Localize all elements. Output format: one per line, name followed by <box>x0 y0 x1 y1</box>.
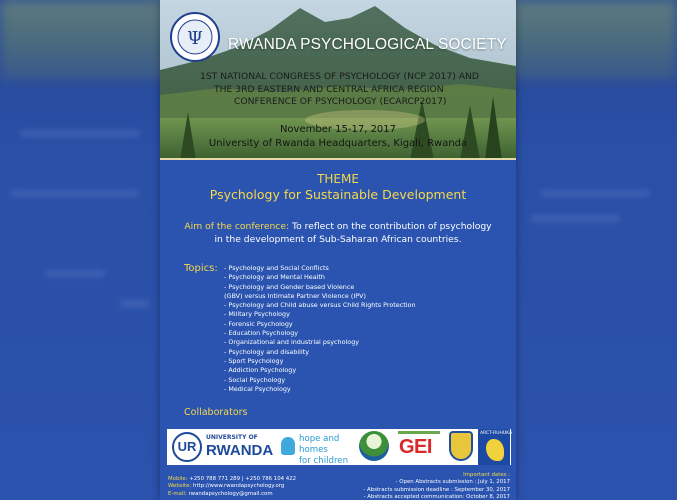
arct-text: ARCT-RUHUKA <box>480 431 513 436</box>
topics-list <box>224 264 514 394</box>
congress-line: 1ST NATIONAL CONGRESS OF PSYCHOLOGY (NCP 2017) AND <box>200 71 479 82</box>
backdrop-blur-line <box>540 190 650 197</box>
mobile-label: Mobile: <box>168 476 188 482</box>
topic-item: - Sport Psychology <box>224 356 284 365</box>
website-value: http://www.rwandapsychology.org <box>193 483 285 490</box>
topic-item: - Military Psychology <box>224 310 290 319</box>
gei-logo <box>395 429 441 465</box>
backdrop-blur-line <box>120 300 150 307</box>
ur-mark: UR <box>172 432 202 462</box>
email-label: E-mail: <box>168 490 187 497</box>
hope-line2: for children <box>299 456 349 466</box>
topic-item: - Addiction Psychology <box>224 366 297 375</box>
topic-item: - Psychology and Social Conflicts <box>224 264 329 272</box>
topic-item: - Forensic Psychology <box>224 319 293 328</box>
aim-text-line1: To reflect on the contribution of psychology <box>292 221 492 232</box>
society-seal-logo <box>170 12 220 62</box>
backdrop-blur-line <box>530 215 620 222</box>
hope-and-homes-logo <box>279 429 351 465</box>
conference-aim <box>160 221 516 246</box>
event-dates <box>160 123 516 151</box>
topic-item: - Psychology and Gender based Violence <box>224 282 355 291</box>
ur-line1: UNIVERSITY OF <box>206 434 258 441</box>
backdrop-blur-line <box>20 130 140 137</box>
conference-poster <box>160 0 516 500</box>
congress-title <box>200 71 500 109</box>
collaborator-logos <box>167 429 511 465</box>
aim-label: Aim of the conference: <box>184 221 290 232</box>
backdrop-blur-line <box>10 190 140 197</box>
crest-icon <box>449 431 473 461</box>
topic-item: - Psychology and Child abuse versus Child Rights Protection <box>224 301 416 310</box>
ur-line2: RWANDA <box>206 442 274 459</box>
event-date: November 15-17, 2017 <box>279 124 397 135</box>
topic-item: - Organizational and industrial psychology <box>224 338 360 347</box>
hero-divider <box>160 158 516 160</box>
congress-line: CONFERENCE OF PSYCHOLOGY (ECARCP2017) <box>234 96 447 107</box>
theme-label: THEME <box>317 172 359 186</box>
congress-line: THE 3RD EASTERN AND CENTRAL AFRICA REGION <box>214 83 444 95</box>
hope-heart-icon <box>281 437 295 455</box>
email-value: rwandapsychology@gmail.com <box>188 490 273 497</box>
contact-info <box>168 476 348 498</box>
green-disc-icon <box>359 431 389 461</box>
topic-item: - Psychology and Mental Health <box>224 273 325 282</box>
africa-map-icon <box>486 439 504 461</box>
topic-item: - Social Psychology <box>224 375 286 384</box>
topic-item: - Psychology and disability <box>224 347 310 356</box>
svg-text:Ψ: Ψ <box>187 28 203 49</box>
society-name: RWANDA PSYCHOLOGICAL SOCIETY <box>228 36 507 53</box>
important-dates <box>340 472 510 500</box>
topic-item: - Education Psychology <box>224 329 299 338</box>
aim-text-line2: in the development of Sub-Saharan African countries. <box>214 233 462 245</box>
important-date-item: - Abstracts submission deadline : September 30, 2017 <box>363 486 510 493</box>
gei-top-bar <box>398 431 440 434</box>
theme-title: Psychology for Sustainable Development <box>209 187 467 202</box>
event-venue: University of Rwanda Headquarters, Kigali, Rwanda <box>208 138 468 149</box>
arct-ruhuka-logo <box>478 429 513 465</box>
theme-block <box>160 171 516 203</box>
hero-banner <box>160 0 516 160</box>
collaborators-label: Collaborators <box>184 407 248 418</box>
mobile-value: +250 788 771 289 | +250 786 104 422 <box>189 476 297 482</box>
gei-text: GEI <box>399 436 432 458</box>
crest-logo <box>446 429 476 465</box>
backdrop-blur-line <box>45 270 105 277</box>
important-date-item: - Open Abstracts submission : July 1, 2017 <box>395 479 510 486</box>
website-label: Website: <box>168 483 192 490</box>
important-date-item: - Abstracts accepted communication: October 8, 2017 <box>363 494 510 500</box>
hope-line1: hope and homes <box>299 434 340 455</box>
topics-label: Topics: <box>184 263 218 274</box>
topic-item: - Medical Psychology <box>224 384 291 393</box>
important-dates-label: Important dates : <box>463 472 510 478</box>
university-of-rwanda-logo <box>170 429 274 465</box>
green-emblem-logo <box>357 429 391 465</box>
topic-item: (GBV) versus Intimate Partner Violence (IPV) <box>224 291 366 300</box>
